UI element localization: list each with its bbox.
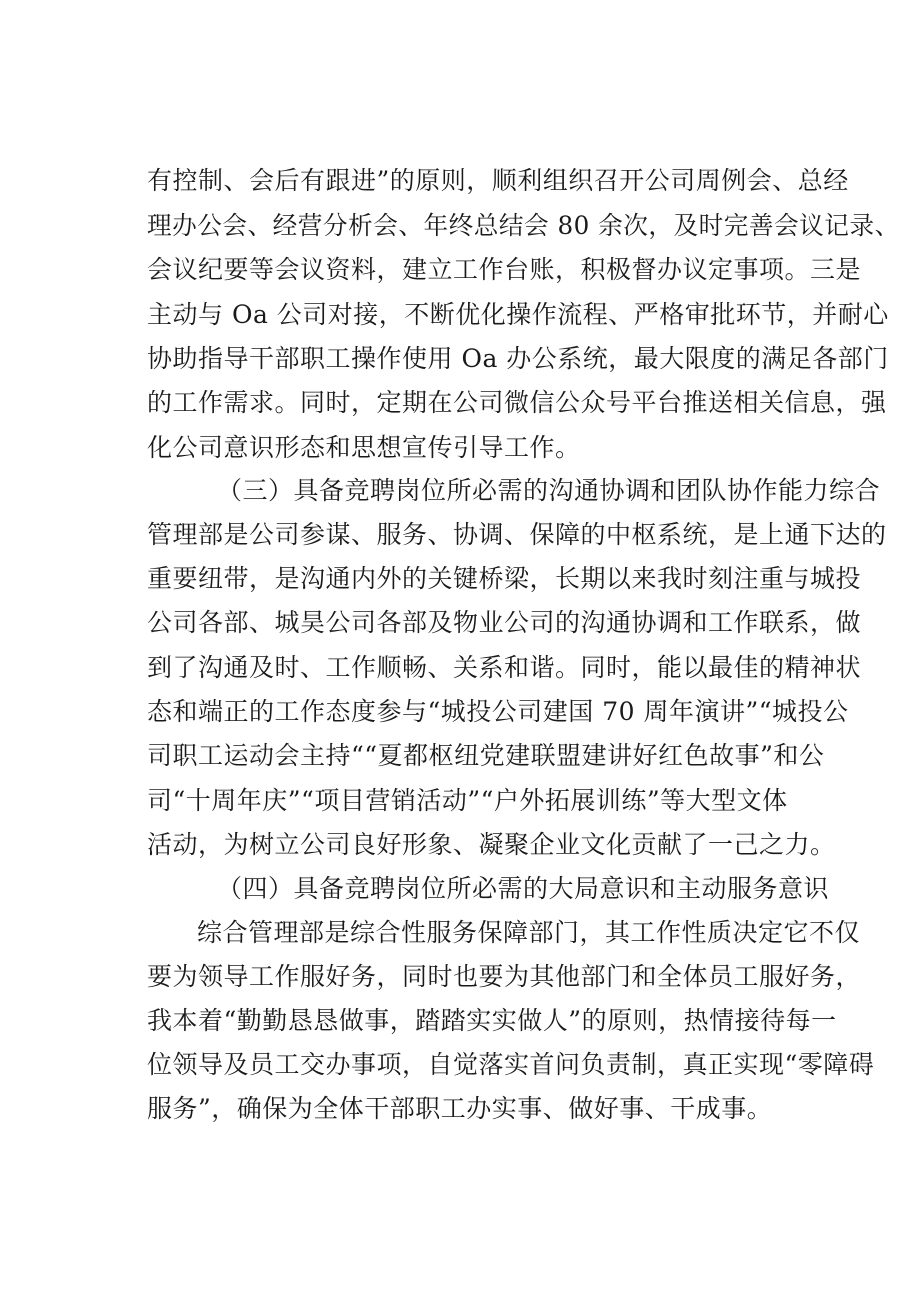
text-line: 有控制、会后有跟进”的原则，顺利组织召开公司周例会、总经 xyxy=(147,166,849,195)
text-line: 服务”，确保为全体干部职工办实事、做好事、干成事。 xyxy=(147,1094,773,1123)
text-line: 理办公会、经营分析会、年终总结会 80 余次，及时完善会议记录、 xyxy=(147,211,900,240)
text-line: 重要纽带，是沟通内外的关键桥梁，长期以来我时刻注重与城投 xyxy=(147,564,862,593)
text-line: 我本着“勤勤恳恳做事，踏踏实实做人”的原则，热情接待每一 xyxy=(147,1006,837,1035)
section-heading: （三）具备竞聘岗位所必需的沟通协调和团队协作能力综合 xyxy=(217,476,881,505)
text-line: 协助指导干部职工操作使用 Oa 办公系统，最大限度的满足各部门 xyxy=(147,344,889,373)
text-line: 的工作需求。同时，定期在公司微信公众号平台推送相关信息，强 xyxy=(147,388,887,417)
text-line: 主动与 Oa 公司对接，不断优化操作流程、严格审批环节，并耐心 xyxy=(147,300,889,329)
text-line: 会议纪要等会议资料，建立工作台账，积极督办议定事项。三是 xyxy=(147,255,862,284)
text-line: 要为领导工作服好务，同时也要为其他部门和全体员工服好务， xyxy=(147,962,862,991)
text-line: 综合管理部是综合性服务保障部门，其工作性质决定它不仅 xyxy=(197,918,861,947)
text-line: 活动，为树立公司良好形象、凝聚企业文化贡献了一己之力。 xyxy=(147,830,836,859)
text-line: 化公司意识形态和思想宣传引导工作。 xyxy=(147,433,581,462)
text-line: 公司各部、城昊公司各部及物业公司的沟通协调和工作联系，做 xyxy=(147,608,862,637)
text-line: 态和端正的工作态度参与“城投公司建国 70 周年演讲”“城投公 xyxy=(147,697,849,726)
text-line: 位领导及员工交办事项，自觉落实首问负责制，真正实现“零障碍 xyxy=(147,1050,875,1079)
section-heading: （四）具备竞聘岗位所必需的大局意识和主动服务意识 xyxy=(217,874,830,903)
text-line: 到了沟通及时、工作顺畅、关系和谐。同时，能以最佳的精神状 xyxy=(147,653,862,682)
text-line: 司“十周年庆”“项目营销活动”“户外拓展训练”等大型文体 xyxy=(147,786,788,815)
text-line: 司职工运动会主持““夏都枢纽党建联盟建讲好红色故事”和公 xyxy=(147,741,825,770)
text-line: 管理部是公司参谋、服务、协调、保障的中枢系统，是上通下达的 xyxy=(147,520,887,549)
